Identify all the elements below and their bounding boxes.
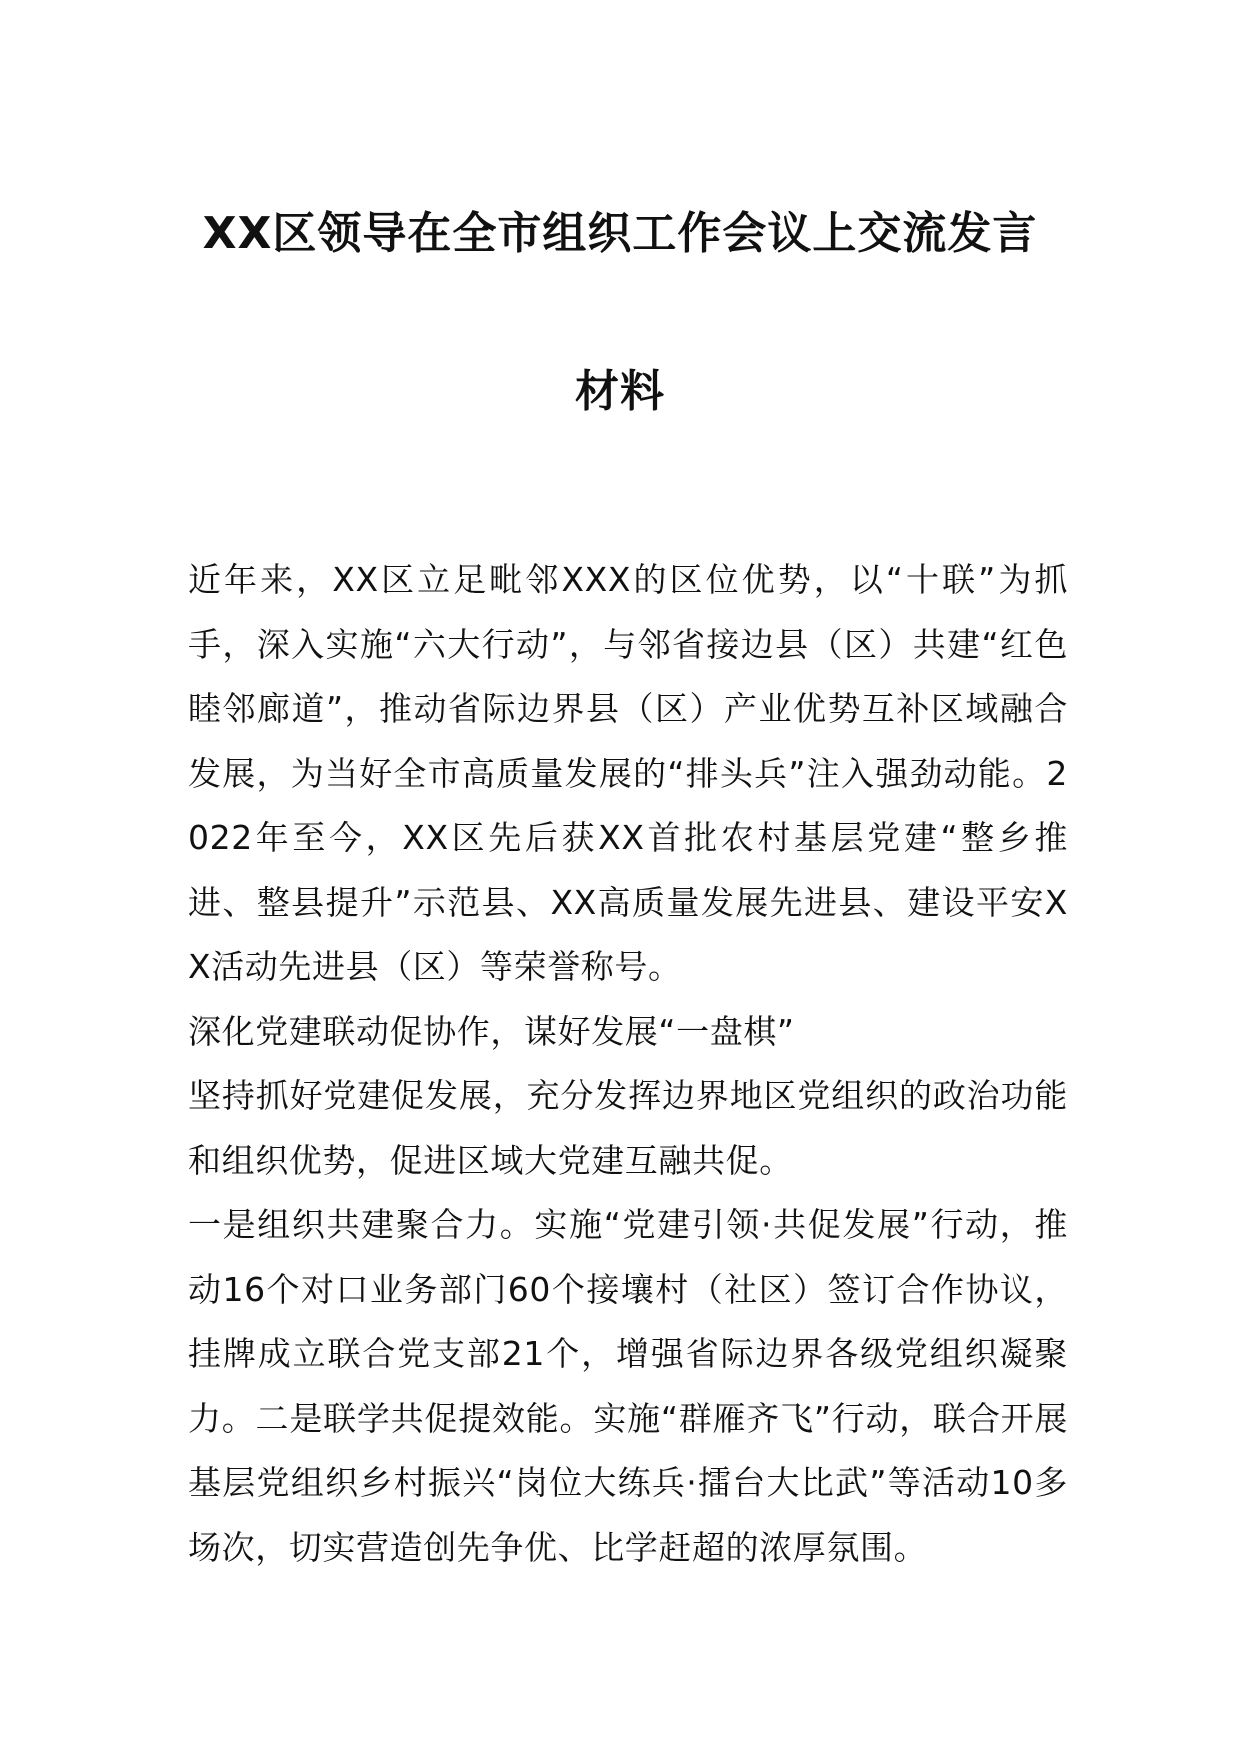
section-heading: 深化党建联动促协作，谋好发展“一盘棋” bbox=[188, 1011, 795, 1051]
paragraph-measures: 一是组织共建聚合力。实施“党建引领·共促发展”行动，推动16个对口业务部门60个接壤村（社区）签订合作协议，挂牌成立联合党支部21个，增强省际边界各级党组织凝聚力。二是联学共促提效能。实施“群雁齐飞”行动，联合开展基层党组织乡村振兴“岗位大练兵·擂台大比武”等活动10多场次，切实营造创先争优、比学赶超的浓厚氛围。 bbox=[188, 1205, 1068, 1567]
document-body bbox=[188, 548, 1068, 1580]
document-title-line-1: XX区领导在全市组织工作会议上交流发言 bbox=[202, 208, 1038, 259]
paragraph-intro: 近年来，XX区立足毗邻XXX的区位优势，以“十联”为抓手，深入实施“六大行动”，与邻省接边县（区）共建“红色睦邻廊道”，推动省际边界县（区）产业优势互补区域融合发展，为当好全市高质量发展的“排头兵”注入强劲动能。2022年至今，XX区先后获XX首批农村基层党建“整乡推进、整县提升”示范县、XX高质量发展先进县、建设平安XX活动先进县（区）等荣誉称号。 bbox=[188, 560, 1068, 986]
document-title-line-2: 材料 bbox=[575, 366, 665, 417]
paragraph-section-summary: 坚持抓好党建促发展，充分发挥边界地区党组织的政治功能和组织优势，促进区域大党建互融共促。 bbox=[188, 1076, 1068, 1180]
